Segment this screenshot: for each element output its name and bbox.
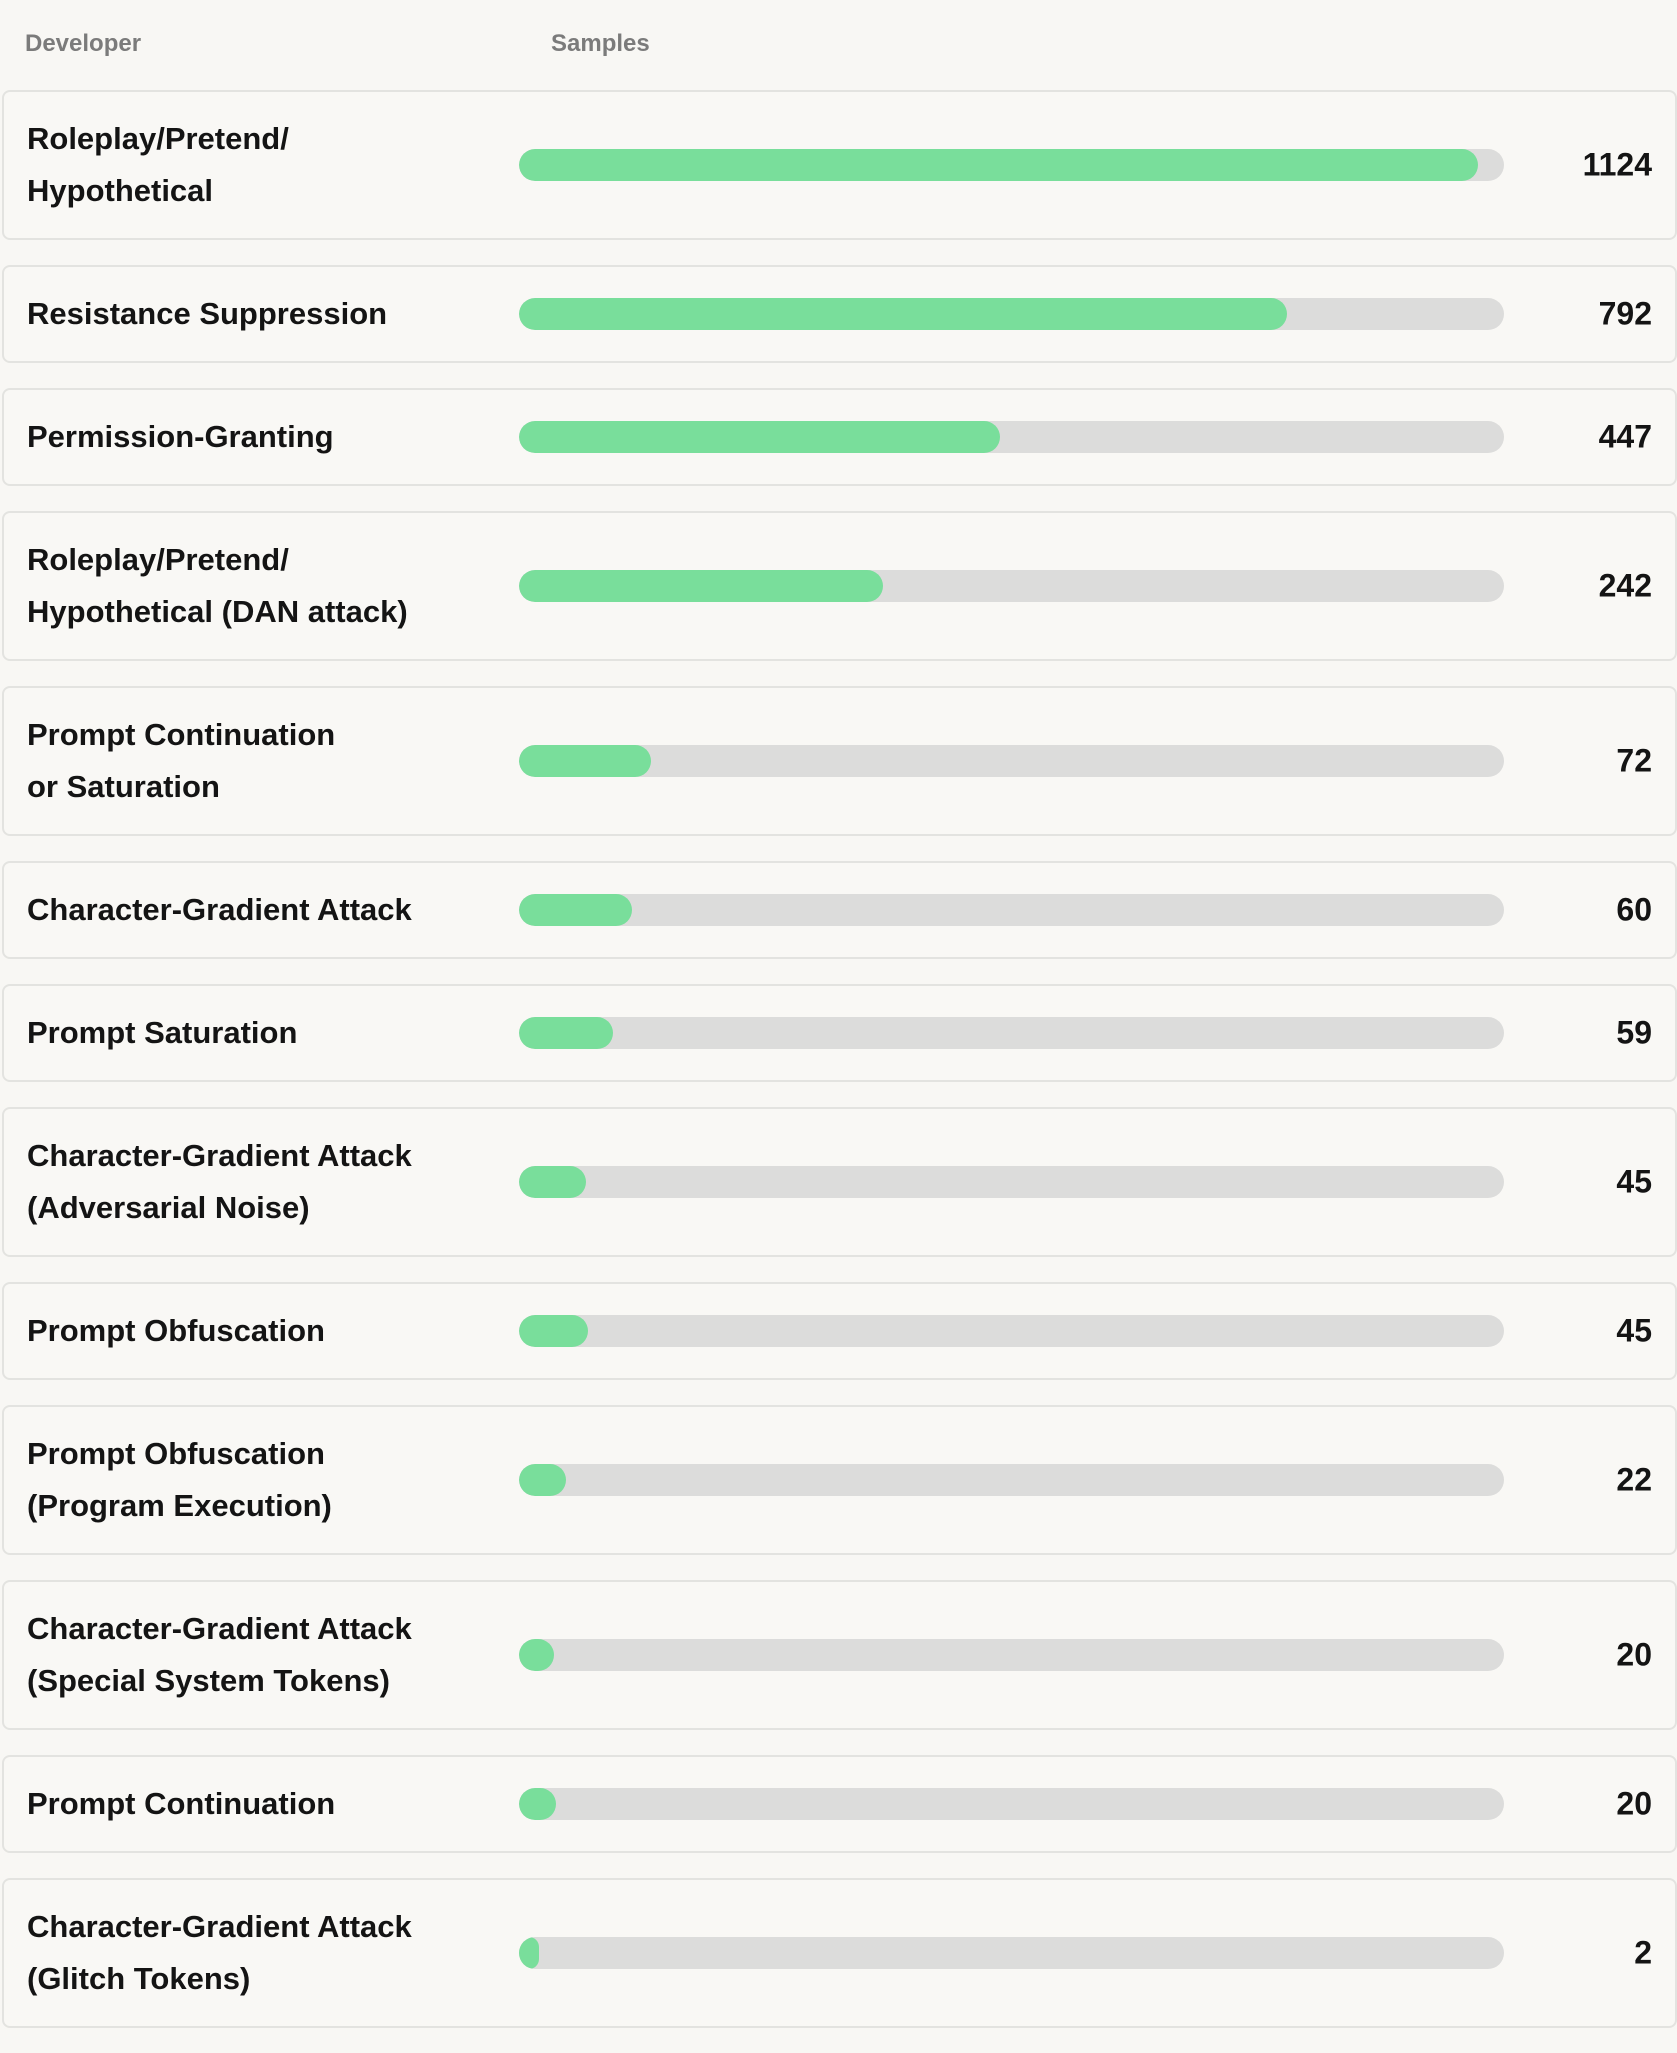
bar-track [519,421,1504,453]
category-label: Prompt Continuation [27,1786,336,1821]
category-label: Character-Gradient Attack [27,892,412,927]
sample-count: 20 [1616,1636,1652,1673]
sample-count: 1124 [1582,146,1652,183]
table-row [2,984,1677,1082]
table-row [2,1107,1677,1257]
samples-column-header: Samples [551,30,650,57]
category-label: Prompt Obfuscation [27,1313,325,1348]
table-row [2,511,1677,661]
bar-fill [519,1639,554,1671]
table-row [2,861,1677,959]
bar-track [519,1788,1504,1820]
category-label: Roleplay/Pretend/ Hypothetical (DAN attack) [27,542,408,629]
category-label: Prompt Saturation [27,1015,298,1050]
sample-count: 2 [1634,1934,1652,1971]
bar-fill [519,570,883,602]
sample-count: 20 [1616,1785,1652,1822]
sample-count: 72 [1616,742,1652,779]
sample-count: 447 [1598,418,1652,455]
table-row [2,1405,1677,1555]
table-row [2,1755,1677,1853]
bar-fill [519,421,1000,453]
sample-count: 45 [1616,1312,1652,1349]
sample-count: 242 [1598,567,1652,604]
bar-track [519,1315,1504,1347]
category-label: Prompt Obfuscation (Program Execution) [27,1436,332,1523]
table-row [2,686,1677,836]
bar-fill [519,1166,586,1198]
bar-track [519,149,1504,181]
bar-track [519,298,1504,330]
bar-track [519,1937,1504,1969]
category-label: Permission-Granting [27,419,334,454]
category-label: Prompt Continuation or Saturation [27,717,336,804]
bar-track [519,745,1504,777]
bar-fill [519,1315,588,1347]
table-row [2,90,1677,240]
bar-fill [519,1788,556,1820]
bar-fill [519,1464,566,1496]
category-label: Character-Gradient Attack (Special System Tokens) [27,1611,412,1698]
sample-count: 45 [1616,1163,1652,1200]
bar-track [519,1464,1504,1496]
table-row [2,388,1677,486]
bar-fill [519,745,651,777]
bar-track [519,570,1504,602]
bar-track [519,1166,1504,1198]
category-label: Roleplay/Pretend/ Hypothetical [27,121,289,208]
bar-fill [519,1017,613,1049]
bar-track [519,1017,1504,1049]
sample-count: 792 [1598,295,1652,332]
bar-fill [519,298,1287,330]
sample-count: 60 [1616,891,1652,928]
table-row [2,265,1677,363]
bar-track [519,1639,1504,1671]
sample-count: 59 [1616,1014,1652,1051]
bar-track [519,894,1504,926]
category-label: Character-Gradient Attack (Glitch Tokens) [27,1909,412,1996]
bar-fill [519,894,632,926]
table-row [2,1878,1677,2028]
developer-column-header: Developer [25,30,142,57]
sample-count: 22 [1616,1461,1652,1498]
bar-fill [519,149,1478,181]
category-label: Character-Gradient Attack (Adversarial Noise) [27,1138,412,1225]
bar-chart [2,90,1677,2053]
category-label: Resistance Suppression [27,296,388,331]
table-row [2,1580,1677,1730]
table-row [2,1282,1677,1380]
table-header [0,30,1677,60]
bar-fill [519,1937,539,1969]
